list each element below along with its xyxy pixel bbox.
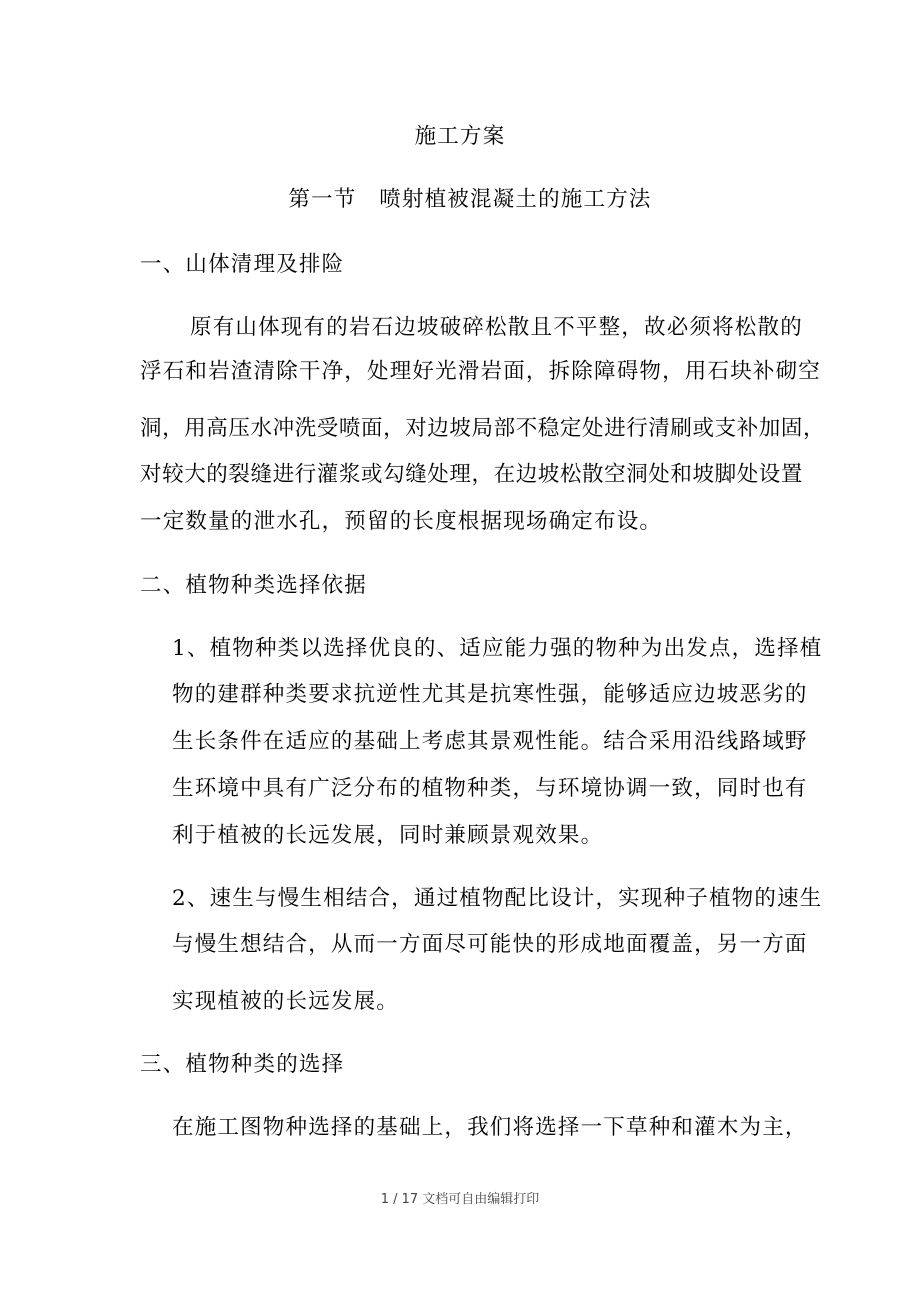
list-item-line: 实现植被的长远发展。	[172, 989, 400, 1014]
page-footer: 1 / 17 文档可自由编辑打印	[380, 1192, 540, 1207]
paragraph-line: 一定数量的泄水孔，预留的长度根据现场确定布设。	[140, 509, 663, 534]
paragraph-line: 在施工图物种选择的基础上，我们将选择一下草种和灌木为主，	[172, 1115, 808, 1140]
paragraph-line: 对较大的裂缝进行灌浆或勾缝处理，在边坡松散空洞处和坡脚处设置	[140, 462, 804, 487]
paragraph-line: 洞，用高压水冲洗受喷面，对边坡局部不稳定处进行清刷或支补加固，	[140, 416, 826, 441]
list-item-line: 与慢生想结合，从而一方面尽可能快的形成地面覆盖，另一方面	[172, 932, 808, 957]
heading-2: 二、植物种类选择依据	[140, 573, 368, 598]
list-item-line: 物的建群种类要求抗逆性尤其是抗寒性强，能够适应边坡恶劣的	[172, 682, 808, 707]
section-title: 第一节 喷射植被混凝土的施工方法	[288, 187, 652, 212]
paragraph-line: 原有山体现有的岩石边坡破碎松散且不平整，故必须将松散的	[190, 315, 803, 340]
heading-1: 一、山体清理及排险	[140, 252, 345, 277]
list-item-line: 利于植被的长远发展，同时兼顾景观效果。	[172, 823, 604, 848]
list-item-line: 生环境中具有广泛分布的植物种类，与环境协调一致，同时也有	[172, 776, 808, 801]
document-title: 施工方案	[414, 124, 506, 149]
list-item-line: 生长条件在适应的基础上考虑其景观性能。结合采用沿线路域野	[172, 729, 808, 754]
paragraph-line: 浮石和岩渣清除干净，处理好光滑岩面，拆除障碍物，用石块补砌空	[140, 359, 822, 384]
heading-3: 三、植物种类的选择	[140, 1052, 345, 1077]
list-item-line: 1、植物种类以选择优良的、适应能力强的物种为出发点，选择植	[172, 636, 823, 661]
list-item-line: 2、速生与慢生相结合，通过植物配比设计，实现种子植物的速生	[172, 886, 823, 911]
